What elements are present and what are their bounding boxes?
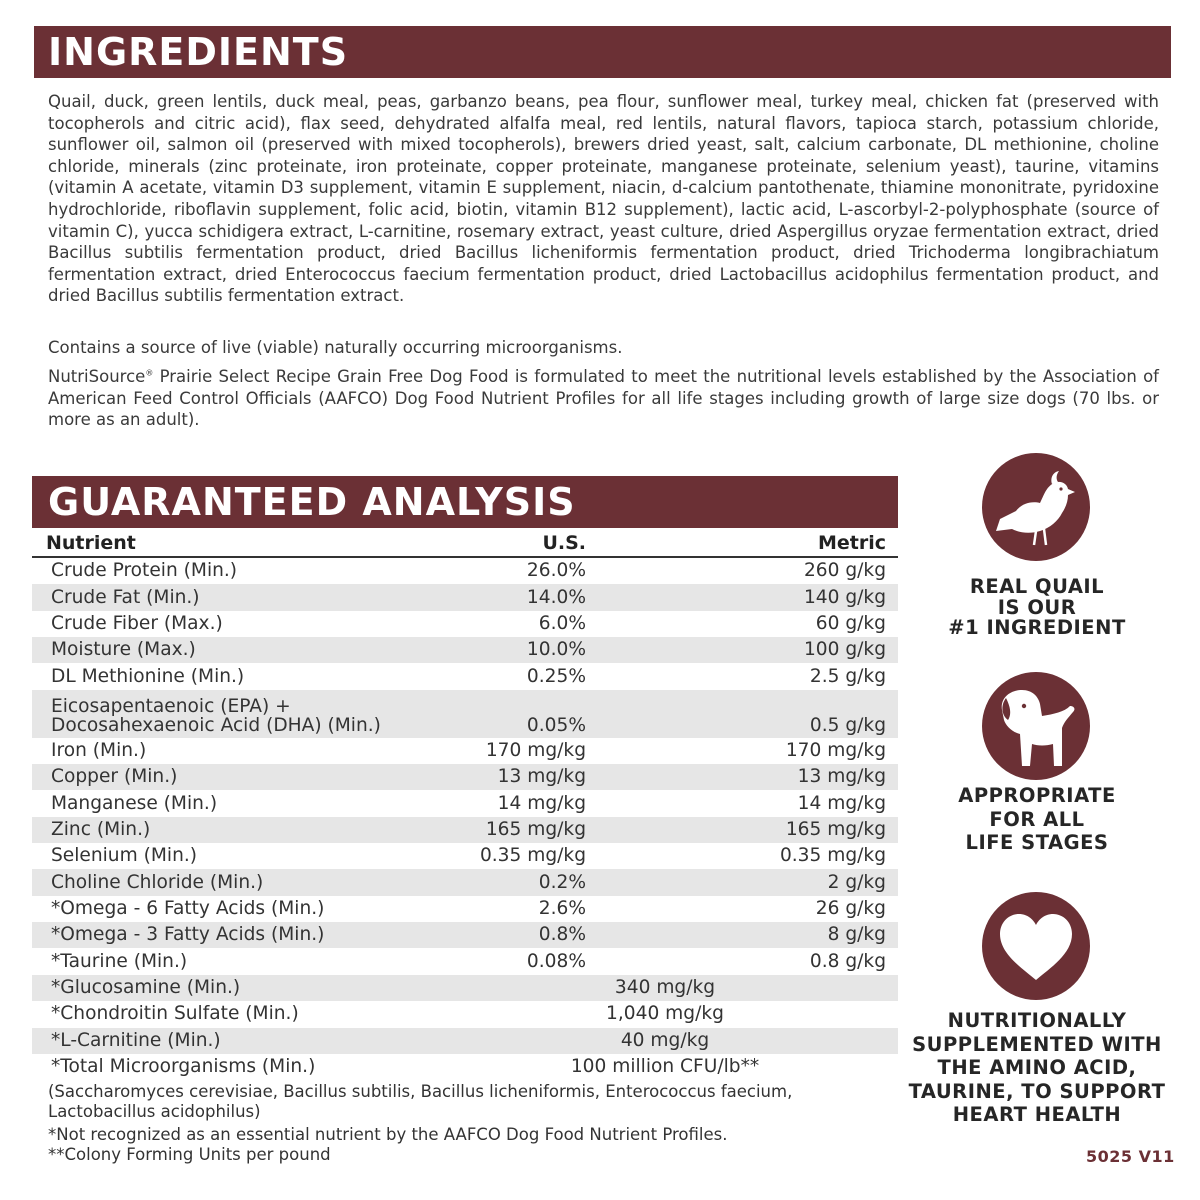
table-row (32, 611, 898, 637)
badge-line: NUTRITIONALLY (947, 1009, 1127, 1032)
us-value-cell: 0.25% (526, 665, 586, 687)
nutrient-cell: Selenium (Min.) (51, 845, 198, 867)
badge-line: SUPPLEMENTED WITH (912, 1032, 1162, 1056)
table-row (32, 584, 898, 610)
table-row (32, 690, 898, 738)
column-header-us: U.S. (432, 530, 598, 557)
aafco-statement (48, 366, 1159, 431)
table-row (32, 975, 898, 1001)
life-stages-badge (982, 672, 1090, 780)
microorganisms-footnote: (Saccharomyces cerevisiae, Bacillus subtilis, Bacillus licheniformis, Enterococcus faecium, Lactobacillus acidophilus) (48, 1082, 793, 1121)
nutrient-cell: Iron (Min.) (51, 739, 147, 761)
metric-value-cell: 140 g/kg (598, 584, 898, 610)
metric-value-cell: 260 g/kg (803, 560, 886, 582)
table-row (32, 738, 898, 764)
guaranteed-analysis-table (32, 530, 898, 1080)
us-value-cell: 13 mg/kg (432, 764, 598, 790)
quail-icon (982, 453, 1090, 561)
brand-name: NutriSource (48, 367, 146, 386)
table-row (32, 843, 898, 869)
heart-health-badge (982, 892, 1090, 1000)
badge-line: #1 INGREDIENT (948, 616, 1126, 639)
version-code: 5025 V11 (1086, 1147, 1175, 1166)
combined-value-cell: 1,040 mg/kg (606, 1003, 724, 1025)
us-value-cell: 0.2% (432, 869, 598, 895)
badge-line: TAURINE, TO SUPPORT (908, 1079, 1166, 1103)
nutrient-cell: Zinc (Min.) (32, 817, 432, 843)
nutrient-cell: Crude Fiber (Max.) (51, 612, 223, 634)
heart-health-badge-text (905, 1009, 1169, 1127)
us-value-cell: 0.8% (432, 922, 598, 948)
badge-line: LIFE STAGES (965, 831, 1109, 854)
us-value-cell: 0.35 mg/kg (479, 845, 586, 867)
nutrient-cell: Manganese (Min.) (51, 792, 218, 814)
us-value-cell: 165 mg/kg (432, 817, 598, 843)
us-value-cell: 0.05% (432, 690, 598, 738)
table-row (32, 1001, 898, 1027)
ingredients-heading: INGREDIENTS (34, 26, 1171, 78)
us-value-cell: 26.0% (526, 560, 586, 582)
table-row (32, 1028, 898, 1054)
metric-value-cell: 170 mg/kg (785, 739, 886, 761)
badge-line: APPROPRIATE (958, 784, 1116, 807)
metric-value-cell: 0.8 g/kg (809, 950, 886, 972)
nutrient-cell: Copper (Min.) (32, 764, 432, 790)
nutrient-cell: *Omega - 6 Fatty Acids (Min.) (51, 897, 325, 919)
nutrient-cell: Choline Chloride (Min.) (32, 869, 432, 895)
badge-line: FOR ALL (989, 807, 1085, 831)
metric-value-cell: 26 g/kg (815, 897, 886, 919)
us-value-cell: 170 mg/kg (485, 739, 586, 761)
nutrient-line-2: Docosahexaenoic Acid (DHA) (Min.) (51, 714, 381, 736)
table-row (32, 948, 898, 974)
us-value-cell: 2.6% (538, 897, 586, 919)
puppy-icon (982, 672, 1090, 780)
badge-line: THE AMINO ACID, (937, 1056, 1137, 1079)
badge-line: HEART HEALTH (952, 1103, 1122, 1126)
metric-value-cell: 0.5 g/kg (598, 690, 898, 738)
table-row (32, 790, 898, 816)
nutrient-cell: *L-Carnitine (Min.) (32, 1028, 432, 1054)
table-row (32, 896, 898, 922)
nutrient-cell: *Glucosamine (Min.) (32, 975, 432, 1001)
quail-badge-text (905, 577, 1169, 639)
metric-value-cell: 14 mg/kg (797, 792, 886, 814)
metric-value-cell: 2 g/kg (598, 869, 898, 895)
aafco-statement-text: Prairie Select Recipe Grain Free Dog Food is formulated to meet the nutritional levels established by the Association of American Feed Control Officials (AAFCO) Dog Food Nutrient Profiles for all life stages including growth of large size dogs (70 lbs. or more as an adult). (48, 367, 1159, 430)
metric-value-cell: 0.35 mg/kg (779, 845, 886, 867)
table-row (32, 922, 898, 948)
nutrient-cell: *Total Microorganisms (Min.) (51, 1056, 316, 1078)
nutrient-cell: Crude Protein (Min.) (51, 560, 238, 582)
combined-value-cell: 340 mg/kg (432, 975, 898, 1001)
nutrient-cell: Moisture (Max.) (32, 637, 432, 663)
heart-icon (982, 892, 1090, 1000)
nutrient-line-1: Eicosapentaenoic (EPA) + (51, 695, 291, 717)
combined-value-cell: 100 million CFU/lb** (570, 1056, 760, 1078)
table-header-row (32, 530, 898, 557)
table-row (32, 637, 898, 663)
us-value-cell: 6.0% (538, 612, 586, 634)
us-value-cell: 10.0% (432, 637, 598, 663)
us-value-cell: 14 mg/kg (497, 792, 586, 814)
ingredients-list: Quail, duck, green lentils, duck meal, peas, garbanzo beans, pea flour, sunflower meal, turkey meal, chicken fat (preserved with tocopherols and citric acid), flax seed, dehydrated alfalfa meal, red lentils, natural flavors, tapioca starch, potassium chloride, sunflower oil, salmon oil (preserved with mixed tocopherols), brewers dried yeast, salt, calcium carbonate, DL methionine, choline chloride, minerals (zinc proteinate, iron proteinate, copper proteinate, manganese proteinate, selenium yeast), taurine, vitamins (vitamin A acetate, vitamin D3 supplement, vitamin E supplement, niacin, d-calcium pantothenate, thiamine mononitrate, pyridoxine hydrochloride, riboflavin supplement, folic acid, biotin, vitamin B12 supplement), lactic acid, L-ascorbyl-2-polyphosphate (source of vitamin C), yucca schidigera extract, L-carnitine, rosemary extract, yeast culture, dried Aspergillus oryzae fermentation extract, dried Bacillus subtilis fermentation product, dried Bacillus licheniformis fermentation product, dried Trichoderma longibrachiatum fermentation extract, dried Enterococcus faecium fermentation product, dried Lactobacillus acidophilus fermentation product, and dried Bacillus subtilis fermentation extract. (48, 92, 1159, 306)
nutrient-cell (32, 690, 432, 738)
table-row (32, 557, 898, 584)
nutrient-cell: Crude Fat (Min.) (32, 584, 432, 610)
table-row (32, 764, 898, 790)
metric-value-cell: 165 mg/kg (598, 817, 898, 843)
nutrient-cell: *Chondroitin Sulfate (Min.) (51, 1003, 299, 1025)
guaranteed-analysis-heading: GUARANTEED ANALYSIS (32, 476, 898, 528)
quail-badge (982, 453, 1090, 561)
nutrient-cell: *Taurine (Min.) (51, 950, 188, 972)
metric-value-cell: 8 g/kg (598, 922, 898, 948)
metric-value-cell: 13 mg/kg (598, 764, 898, 790)
registered-mark: ® (145, 368, 154, 378)
life-stages-badge-text (905, 784, 1169, 855)
table-row (32, 1054, 898, 1080)
nutrient-cell: DL Methionine (Min.) (51, 665, 245, 687)
nutrient-cell: *Omega - 3 Fatty Acids (Min.) (32, 922, 432, 948)
us-value-cell: 0.08% (526, 950, 586, 972)
aafco-footnote: *Not recognized as an essential nutrient by the AAFCO Dog Food Nutrient Profiles. (48, 1125, 728, 1144)
us-value-cell: 14.0% (432, 584, 598, 610)
badge-line: IS OUR (997, 595, 1077, 619)
column-header-nutrient: Nutrient (32, 530, 432, 557)
metric-value-cell: 100 g/kg (598, 637, 898, 663)
column-header-metric: Metric (598, 530, 898, 557)
metric-value-cell: 60 g/kg (815, 612, 886, 634)
table-row (32, 663, 898, 689)
metric-value-cell: 2.5 g/kg (809, 665, 886, 687)
live-microorganisms-note: Contains a source of live (viable) naturally occurring microorganisms. (48, 338, 623, 357)
cfu-footnote: **Colony Forming Units per pound (48, 1145, 331, 1164)
table-row (32, 869, 898, 895)
badge-line: REAL QUAIL (969, 575, 1105, 598)
combined-value-cell: 40 mg/kg (432, 1028, 898, 1054)
table-row (32, 817, 898, 843)
